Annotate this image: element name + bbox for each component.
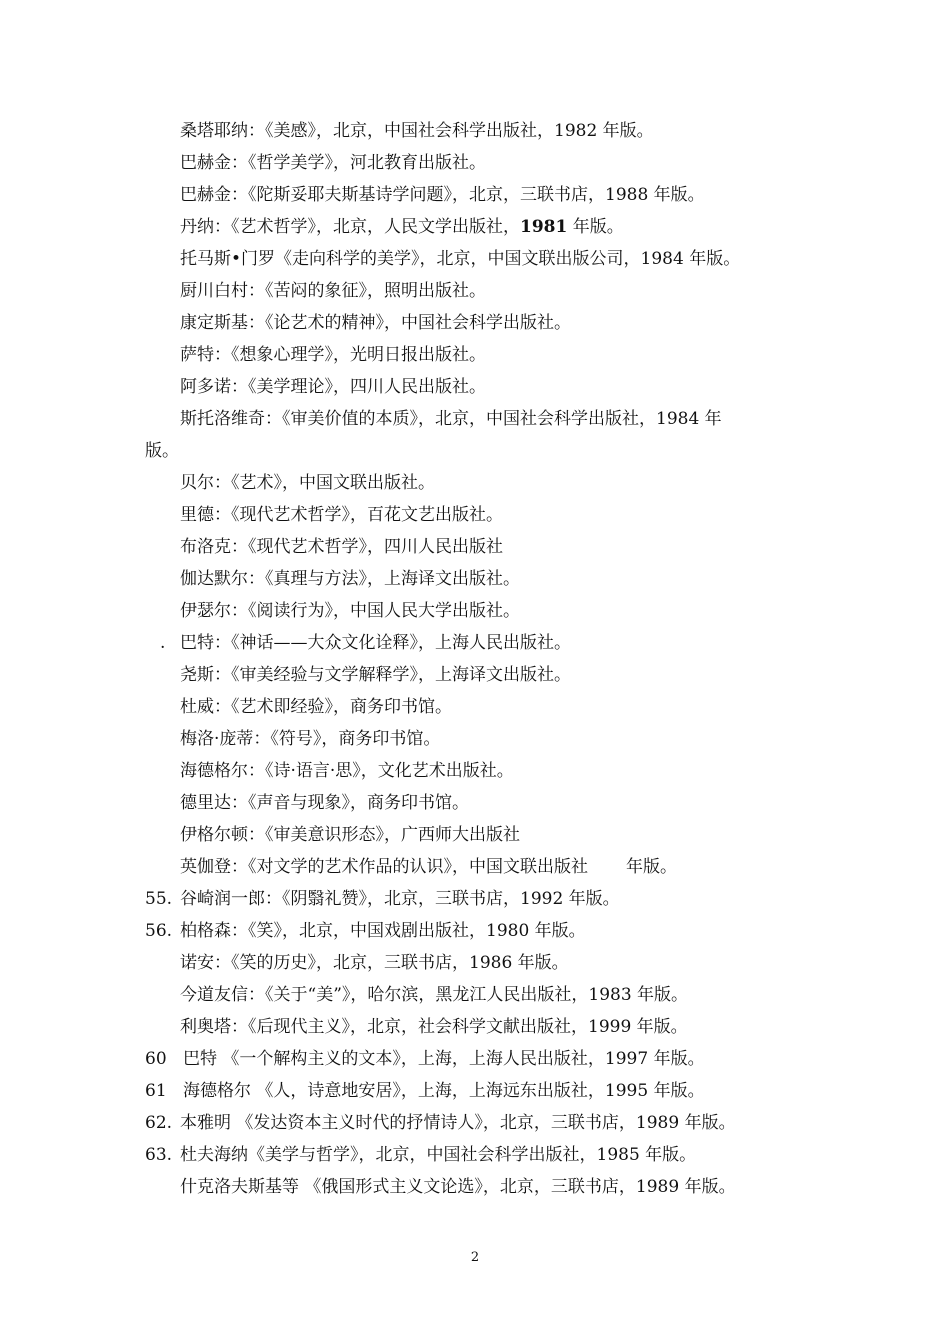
entry-text: 尧斯：《审美经验与文学解释学》，上海译文出版社。 (180, 665, 571, 685)
entry-text: 今道友信：《关于“美”》，哈尔滨，黑龙江人民出版社，1983 年版。 (180, 985, 689, 1005)
entry-text: 巴赫金：《陀斯妥耶夫斯基诗学问题》，北京，三联书店，1988 年版。 (180, 185, 705, 205)
entry-number: . (160, 633, 166, 653)
entry-text: 贝尔：《艺术》，中国文联出版社。 (180, 473, 435, 493)
entry-text: 谷崎润一郎：《阴翳礼赞》，北京，三联书店，1992 年版。 (180, 889, 620, 909)
entry-text: 伊格尔顿：《审美意识形态》，广西师大出版社 (180, 825, 520, 845)
entry-text: 厨川白村：《苦闷的象征》，照明出版社。 (180, 281, 486, 301)
entry-text: 诺安：《笑的历史》，北京，三联书店，1986 年版。 (180, 953, 569, 973)
entry-number: 62. (145, 1113, 173, 1133)
entry-text: 德里达：《声音与现象》，商务印书馆。 (180, 793, 469, 813)
entry-continuation: 版。 (145, 441, 179, 461)
entry-text (180, 856, 677, 878)
entry-text-part: 年版。 (626, 857, 677, 877)
entry-text: 伽达默尔：《真理与方法》，上海译文出版社。 (180, 569, 520, 589)
entry-text: 柏格森：《笑》，北京，中国戏剧出版社，1980 年版。 (180, 921, 586, 941)
entry-text: 巴赫金：《哲学美学》，河北教育出版社。 (180, 153, 486, 173)
entry-text: 托马斯•门罗《走向科学的美学》，北京，中国文联出版公司，1984 年版。 (180, 249, 741, 269)
entry-text: 杜夫海纳《美学与哲学》，北京，中国社会科学出版社，1985 年版。 (180, 1145, 697, 1165)
entry-text: 海德格尔：《诗·语言·思》，文化艺术出版社。 (180, 761, 514, 781)
page-number: 2 (470, 1250, 480, 1265)
entry-text-part: 年版。 (567, 217, 624, 237)
entry-text: 利奥塔：《后现代主义》，北京，社会科学文献出版社，1999 年版。 (180, 1017, 688, 1037)
entry-text (180, 216, 624, 238)
entry-text: 什克洛夫斯基等 《俄国形式主义文论选》，北京，三联书店，1989 年版。 (180, 1177, 736, 1197)
entry-text-part: 英伽登：《对文学的艺术作品的认识》，中国文联出版社 (180, 857, 588, 877)
entry-text: 康定斯基：《论艺术的精神》，中国社会科学出版社。 (180, 313, 571, 333)
entry-number: 61 (145, 1081, 167, 1101)
entry-text-part: 丹纳：《艺术哲学》，北京，人民文学出版社， (180, 217, 520, 237)
entry-text: 布洛克：《现代艺术哲学》，四川人民出版社 (180, 537, 503, 557)
entry-year-bold: 1981 (520, 217, 568, 237)
entry-number: 56. (145, 921, 173, 941)
entry-text: 萨特：《想象心理学》，光明日报出版社。 (180, 345, 486, 365)
entry-text: 巴特 《一个解构主义的文本》，上海，上海人民出版社，1997 年版。 (183, 1049, 705, 1069)
entry-number: 55. (145, 889, 173, 909)
entry-text: 巴特：《神话——大众文化诠释》，上海人民出版社。 (180, 633, 571, 653)
entry-text: 伊瑟尔：《阅读行为》，中国人民大学出版社。 (180, 601, 520, 621)
entry-text: 本雅明 《发达资本主义时代的抒情诗人》，北京，三联书店，1989 年版。 (180, 1113, 736, 1133)
entry-text: 阿多诺：《美学理论》，四川人民出版社。 (180, 377, 486, 397)
entry-text: 杜威：《艺术即经验》，商务印书馆。 (180, 697, 452, 717)
entry-text: 里德：《现代艺术哲学》，百花文艺出版社。 (180, 505, 503, 525)
entry-text: 海德格尔 《人，诗意地安居》，上海，上海远东出版社，1995 年版。 (183, 1081, 705, 1101)
entry-number: 63. (145, 1145, 173, 1165)
entry-number: 60 (145, 1049, 167, 1069)
entry-text: 桑塔耶纳：《美感》，北京，中国社会科学出版社，1982 年版。 (180, 121, 654, 141)
entry-text: 斯托洛维奇：《审美价值的本质》，北京，中国社会科学出版社，1984 年 (180, 409, 722, 429)
entry-text: 梅洛·庞蒂：《符号》，商务印书馆。 (180, 729, 441, 749)
